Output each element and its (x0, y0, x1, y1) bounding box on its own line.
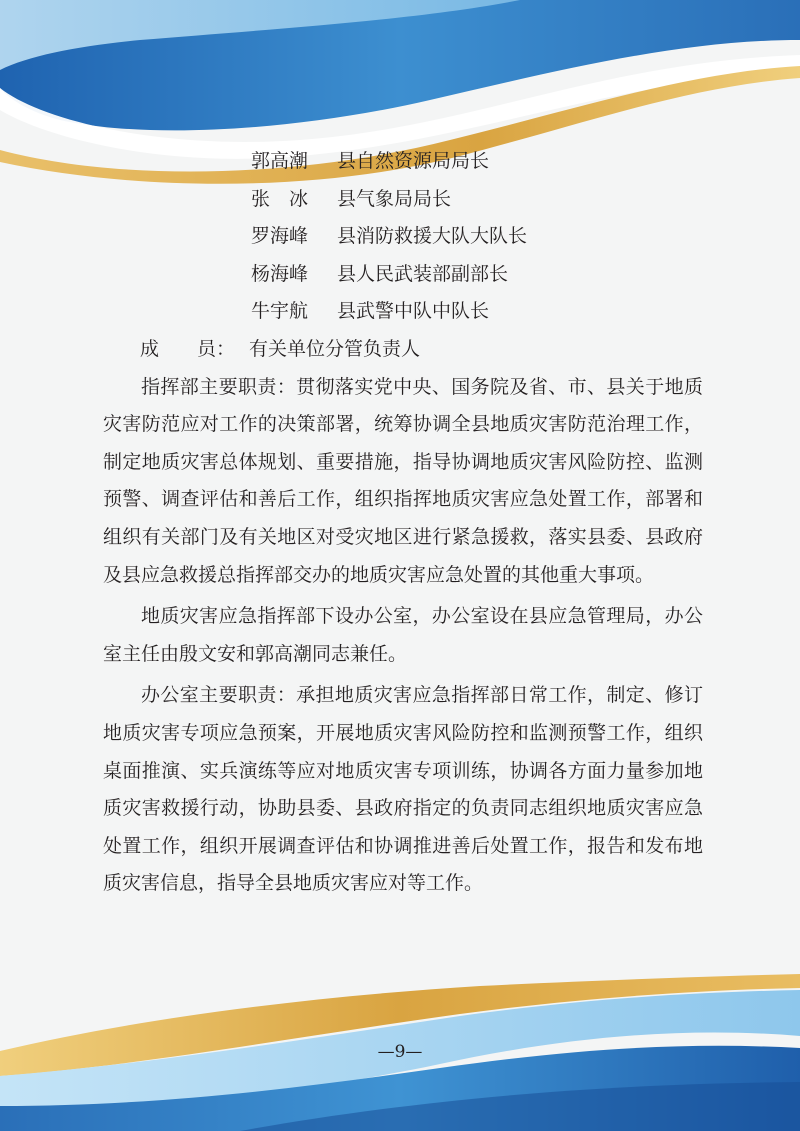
paragraph-office-duties: 办公室主要职责：承担地质灾害应急指挥部日常工作，制定、修订地质灾害专项应急预案，开展地质灾害风险防控和监测预警工作，组织桌面推演、实兵演练等应对地质灾害专项训练，协调各方面力量参加地质灾害救援行动，协助县委、县政府指定的负责同志组织地质灾害应急处置工作，组织开展调查评估和协调推进善后处置工作，报告和发布地质灾害信息，指导全县地质灾害应对等工作。 (103, 684, 703, 895)
member-title: 县消防救援大队大队长 (337, 225, 528, 248)
member-title: 县人民武装部副部长 (337, 262, 509, 285)
page-number: —9— (377, 1042, 423, 1062)
member-row (103, 181, 703, 219)
member-name: 郭高潮 (251, 150, 309, 172)
member-row (103, 256, 703, 294)
member-title: 县武警中队中队长 (337, 300, 490, 323)
paragraph-office-setup: 地质灾害应急指挥部下设办公室，办公室设在县应急管理局，办公室主任由殷文安和郭高潮同志兼任。 (103, 605, 703, 665)
members-label: 成 员： (140, 337, 236, 360)
member-row (103, 143, 703, 181)
paragraph-hq-duties: 指挥部主要职责：贯彻落实党中央、国务院及省、市、县关于地质灾害防范应对工作的决策部署，统筹协调全县地质灾害防范治理工作，制定地质灾害总体规划、重要措施，指导协调地质灾害风险防控、监测预警、调查评估和善后工作，组织指挥地质灾害应急处置工作，部署和组织有关部门及有关地区对受灾地区进行紧急援救，落实县委、县政府及县应急救援总指挥部交办的地质灾害应急处置的其他重大事项。 (103, 375, 703, 586)
members-value: 有关单位分管负责人 (249, 337, 421, 360)
members-line (103, 331, 703, 369)
member-title: 县气象局局长 (337, 187, 452, 210)
member-title: 县自然资源局局长 (337, 150, 490, 172)
member-name: 牛宇航 (251, 300, 309, 323)
document-body (103, 143, 703, 903)
member-name: 罗海峰 (251, 225, 309, 248)
member-name: 张 冰 (251, 187, 309, 210)
member-row (103, 293, 703, 331)
member-name: 杨海峰 (251, 262, 309, 285)
member-row (103, 218, 703, 256)
